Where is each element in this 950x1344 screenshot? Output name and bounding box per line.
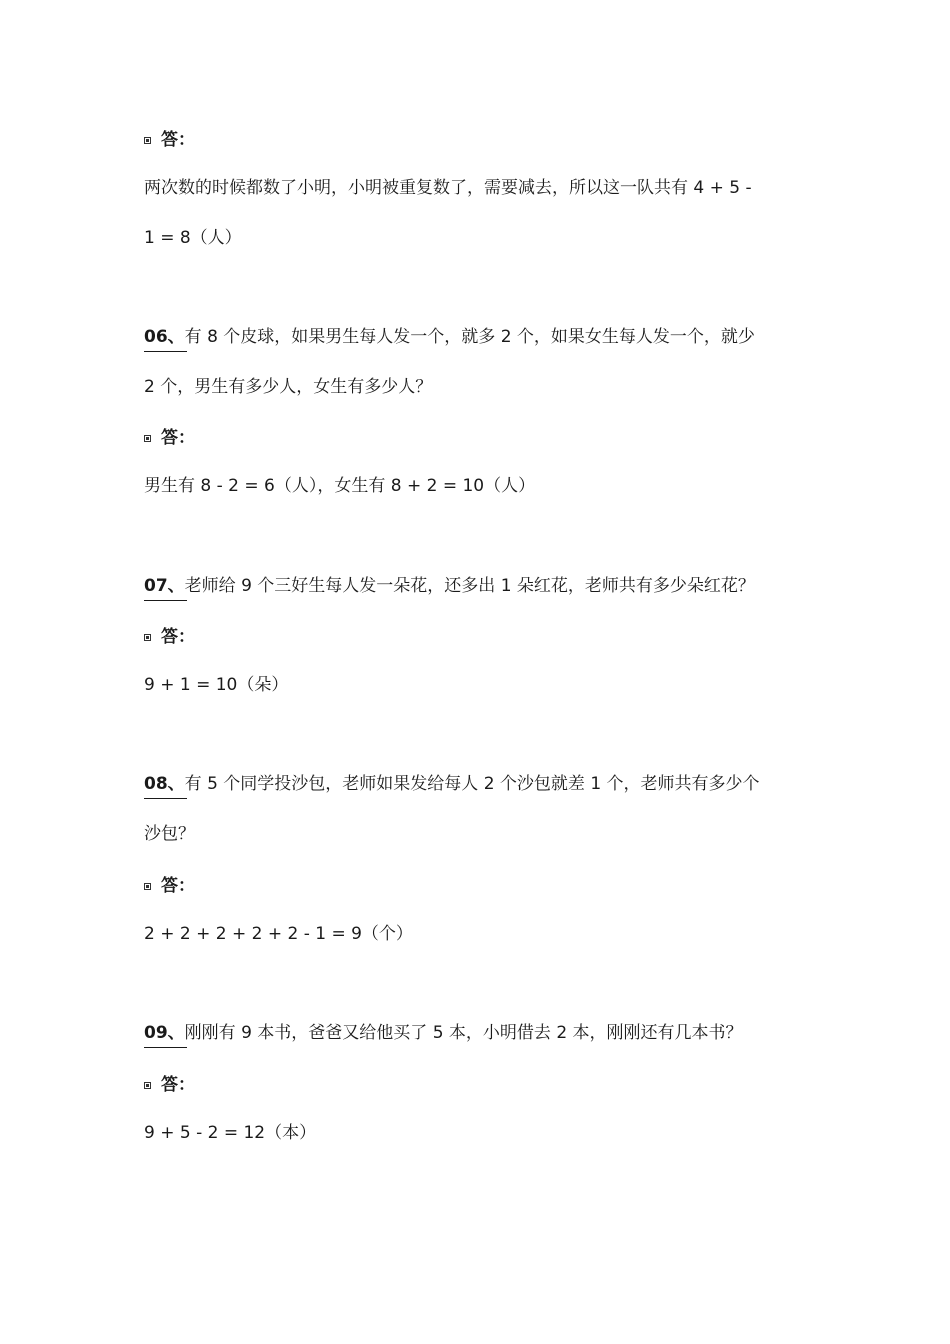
answer-label: 答： [144,625,195,649]
question-text: 沙包？ [144,824,195,844]
question-text: 刚刚有 9 本书，爸爸又给他买了 5 本，小明借去 2 本，刚刚还有几本书？ [184,1023,743,1043]
answer-label: 答： [144,128,195,152]
checkbox-icon [144,883,151,890]
answer-text: 9 + 5 - 2 = 12（本） [144,1123,317,1143]
checkbox-icon [144,634,151,641]
question-text: 老师给 9 个三好生每人发一朵花，还多出 1 朵红花，老师共有多少朵红花？ [184,576,755,596]
answer-text: 两次数的时候都数了小明，小明被重复数了，需要减去，所以这一队共有 4 + 5 - [144,178,752,198]
question-08 [144,772,760,796]
question-07 [144,574,755,598]
question-09 [144,1021,743,1045]
checkbox-icon [144,137,151,144]
answer-text: 1 = 8（人） [144,228,242,248]
checkbox-icon [144,1082,151,1089]
answer-text: 男生有 8 - 2 = 6（人），女生有 8 + 2 = 10（人） [144,476,536,496]
answer-label: 答： [144,874,195,898]
question-number: 06、 [144,327,185,347]
question-number: 08、 [144,774,185,794]
answer-label: 答： [144,426,195,450]
checkbox-icon [144,435,151,442]
question-number: 07、 [144,576,185,596]
question-text: 有 5 个同学投沙包，老师如果发给每人 2 个沙包就差 1 个，老师共有多少个 [184,774,760,794]
question-text: 有 8 个皮球，如果男生每人发一个，就多 2 个，如果女生每人发一个，就少 [184,327,755,347]
answer-text: 2 + 2 + 2 + 2 + 2 - 1 = 9（个） [144,924,413,944]
question-number: 09、 [144,1023,185,1043]
question-text: 2 个，男生有多少人，女生有多少人？ [144,377,433,397]
question-06 [144,325,755,349]
answer-label: 答： [144,1073,195,1097]
answer-text: 9 + 1 = 10（朵） [144,675,289,695]
